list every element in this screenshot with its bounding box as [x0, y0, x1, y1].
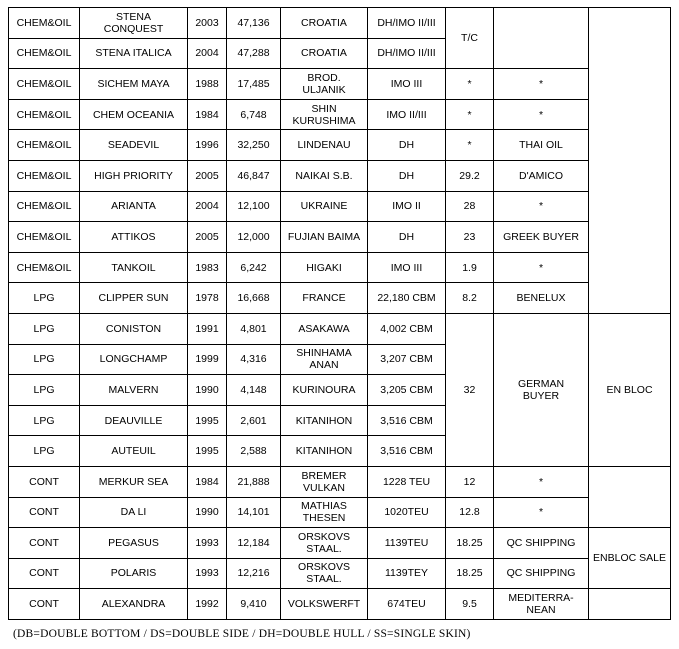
specification-cell: 3,516 CBM: [368, 405, 446, 436]
buyer-cell: *: [494, 466, 589, 497]
vessel-type-cell: LPG: [9, 375, 80, 406]
build-year-cell: 2005: [188, 222, 227, 253]
shipyard-cell: SHIN KURUSHIMA: [281, 99, 368, 130]
build-year-cell: 1978: [188, 283, 227, 314]
table-row: [9, 558, 671, 589]
shipyard-cell: FRANCE: [281, 283, 368, 314]
shipyard-cell: CROATIA: [281, 8, 368, 39]
vessel-name-cell: SEADEVIL: [80, 130, 188, 161]
vessel-type-cell: CONT: [9, 528, 80, 559]
build-year-cell: 1992: [188, 589, 227, 620]
shipyard-cell: LINDENAU: [281, 130, 368, 161]
vessel-name-cell: SICHEM MAYA: [80, 69, 188, 100]
vessel-name-cell: STENA CONQUEST: [80, 8, 188, 39]
build-year-cell: 1984: [188, 99, 227, 130]
shipyard-cell: SHINHAMA ANAN: [281, 344, 368, 375]
shipyard-cell: CROATIA: [281, 38, 368, 69]
shipyard-cell: KITANIHON: [281, 436, 368, 467]
vessel-name-cell: MALVERN: [80, 375, 188, 406]
vessel-name-cell: LONGCHAMP: [80, 344, 188, 375]
buyer-cell: QC SHIPPING: [494, 528, 589, 559]
specification-cell: 3,207 CBM: [368, 344, 446, 375]
specification-cell: DH/IMO II/III: [368, 8, 446, 39]
vessel-name-cell: HIGH PRIORITY: [80, 160, 188, 191]
dwt-cell: 14,101: [227, 497, 281, 528]
comment-cell: ENBLOC SALE: [589, 528, 671, 589]
specification-cell: IMO II/III: [368, 99, 446, 130]
shipyard-cell: UKRAINE: [281, 191, 368, 222]
build-year-cell: 1995: [188, 436, 227, 467]
build-year-cell: 1984: [188, 466, 227, 497]
table-row: [9, 69, 671, 100]
dwt-cell: 6,242: [227, 252, 281, 283]
vessel-name-cell: POLARIS: [80, 558, 188, 589]
table-row: [9, 8, 671, 39]
vessel-name-cell: AUTEUIL: [80, 436, 188, 467]
vessel-type-cell: CONT: [9, 558, 80, 589]
specification-cell: 4,002 CBM: [368, 313, 446, 344]
table-row: [9, 99, 671, 130]
dwt-cell: 6,748: [227, 99, 281, 130]
build-year-cell: 2003: [188, 8, 227, 39]
specification-cell: 3,205 CBM: [368, 375, 446, 406]
table-row: [9, 497, 671, 528]
shipyard-cell: HIGAKI: [281, 252, 368, 283]
shipyard-cell: ASAKAWA: [281, 313, 368, 344]
shipyard-cell: ORSKOVS STAAL.: [281, 558, 368, 589]
buyer-cell: MEDITERRA- NEAN: [494, 589, 589, 620]
specification-cell: IMO III: [368, 252, 446, 283]
vessel-name-cell: CHEM OCEANIA: [80, 99, 188, 130]
build-year-cell: 1993: [188, 558, 227, 589]
vessel-type-cell: CHEM&OIL: [9, 69, 80, 100]
ship-sales-table: [8, 7, 671, 620]
vessel-name-cell: CONISTON: [80, 313, 188, 344]
vessel-name-cell: ATTIKOS: [80, 222, 188, 253]
dwt-cell: 2,588: [227, 436, 281, 467]
price-cell: *: [446, 99, 494, 130]
buyer-cell: GREEK BUYER: [494, 222, 589, 253]
shipyard-cell: KURINOURA: [281, 375, 368, 406]
shipyard-cell: FUJIAN BAIMA: [281, 222, 368, 253]
price-cell: 8.2: [446, 283, 494, 314]
specification-cell: DH: [368, 130, 446, 161]
table-row: [9, 252, 671, 283]
vessel-type-cell: CONT: [9, 589, 80, 620]
table-row: [9, 283, 671, 314]
vessel-name-cell: ALEXANDRA: [80, 589, 188, 620]
price-cell: *: [446, 130, 494, 161]
vessel-type-cell: LPG: [9, 405, 80, 436]
specification-cell: 1139TEU: [368, 528, 446, 559]
comment-cell: [589, 589, 671, 620]
vessel-type-cell: CHEM&OIL: [9, 99, 80, 130]
build-year-cell: 1988: [188, 69, 227, 100]
vessel-type-cell: CHEM&OIL: [9, 130, 80, 161]
buyer-cell: BENELUX: [494, 283, 589, 314]
vessel-type-cell: CHEM&OIL: [9, 191, 80, 222]
build-year-cell: 1999: [188, 344, 227, 375]
price-cell: *: [446, 69, 494, 100]
buyer-cell: GERMAN BUYER: [494, 313, 589, 466]
price-cell: 28: [446, 191, 494, 222]
comment-cell: [589, 8, 671, 314]
buyer-cell: *: [494, 252, 589, 283]
vessel-type-cell: CHEM&OIL: [9, 222, 80, 253]
build-year-cell: 1996: [188, 130, 227, 161]
specification-cell: IMO II: [368, 191, 446, 222]
build-year-cell: 1993: [188, 528, 227, 559]
price-cell: 1.9: [446, 252, 494, 283]
vessel-type-cell: CHEM&OIL: [9, 8, 80, 39]
specification-cell: 1139TEY: [368, 558, 446, 589]
vessel-type-cell: CHEM&OIL: [9, 252, 80, 283]
build-year-cell: 2004: [188, 38, 227, 69]
table-row: [9, 589, 671, 620]
vessel-name-cell: STENA ITALICA: [80, 38, 188, 69]
shipyard-cell: MATHIAS THESEN: [281, 497, 368, 528]
buyer-cell: [494, 8, 589, 69]
specification-cell: DH: [368, 222, 446, 253]
dwt-cell: 4,148: [227, 375, 281, 406]
vessel-name-cell: DEAUVILLE: [80, 405, 188, 436]
build-year-cell: 1990: [188, 375, 227, 406]
table-row: [9, 130, 671, 161]
table-row: [9, 466, 671, 497]
specification-cell: 1020TEU: [368, 497, 446, 528]
shipyard-cell: VOLKSWERFT: [281, 589, 368, 620]
build-year-cell: 1990: [188, 497, 227, 528]
vessel-type-cell: CHEM&OIL: [9, 38, 80, 69]
price-cell: 12.8: [446, 497, 494, 528]
dwt-cell: 4,316: [227, 344, 281, 375]
vessel-name-cell: PEGASUS: [80, 528, 188, 559]
specification-cell: IMO III: [368, 69, 446, 100]
footnote: (DB=DOUBLE BOTTOM / DS=DOUBLE SIDE / DH=DOUBLE HULL / SS=SINGLE SKIN): [13, 628, 471, 640]
specification-cell: 22,180 CBM: [368, 283, 446, 314]
dwt-cell: 32,250: [227, 130, 281, 161]
dwt-cell: 12,100: [227, 191, 281, 222]
shipyard-cell: KITANIHON: [281, 405, 368, 436]
dwt-cell: 12,184: [227, 528, 281, 559]
dwt-cell: 9,410: [227, 589, 281, 620]
build-year-cell: 2004: [188, 191, 227, 222]
comment-cell: EN BLOC: [589, 313, 671, 466]
dwt-cell: 4,801: [227, 313, 281, 344]
table-row: [9, 191, 671, 222]
build-year-cell: 2005: [188, 160, 227, 191]
table-row: [9, 528, 671, 559]
vessel-name-cell: TANKOIL: [80, 252, 188, 283]
buyer-cell: *: [494, 69, 589, 100]
shipyard-cell: NAIKAI S.B.: [281, 160, 368, 191]
vessel-name-cell: ARIANTA: [80, 191, 188, 222]
dwt-cell: 47,136: [227, 8, 281, 39]
build-year-cell: 1983: [188, 252, 227, 283]
table-row: [9, 313, 671, 344]
price-cell: 18.25: [446, 528, 494, 559]
dwt-cell: 2,601: [227, 405, 281, 436]
table-row: [9, 160, 671, 191]
dwt-cell: 17,485: [227, 69, 281, 100]
specification-cell: DH/IMO II/III: [368, 38, 446, 69]
table-row: [9, 222, 671, 253]
buyer-cell: THAI OIL: [494, 130, 589, 161]
dwt-cell: 16,668: [227, 283, 281, 314]
vessel-type-cell: LPG: [9, 344, 80, 375]
vessel-name-cell: DA LI: [80, 497, 188, 528]
vessel-type-cell: CONT: [9, 466, 80, 497]
specification-cell: DH: [368, 160, 446, 191]
price-cell: 12: [446, 466, 494, 497]
buyer-cell: *: [494, 191, 589, 222]
vessel-type-cell: CONT: [9, 497, 80, 528]
shipyard-cell: BROD. ULJANIK: [281, 69, 368, 100]
shipyard-cell: ORSKOVS STAAL.: [281, 528, 368, 559]
dwt-cell: 46,847: [227, 160, 281, 191]
dwt-cell: 47,288: [227, 38, 281, 69]
price-cell: 9.5: [446, 589, 494, 620]
build-year-cell: 1991: [188, 313, 227, 344]
buyer-cell: D'AMICO: [494, 160, 589, 191]
price-cell: 29.2: [446, 160, 494, 191]
dwt-cell: 12,216: [227, 558, 281, 589]
price-cell: 18.25: [446, 558, 494, 589]
vessel-type-cell: CHEM&OIL: [9, 160, 80, 191]
vessel-type-cell: LPG: [9, 436, 80, 467]
price-cell: 32: [446, 313, 494, 466]
specification-cell: 3,516 CBM: [368, 436, 446, 467]
comment-cell: [589, 466, 671, 527]
price-cell: T/C: [446, 8, 494, 69]
specification-cell: 1228 TEU: [368, 466, 446, 497]
buyer-cell: *: [494, 497, 589, 528]
price-cell: 23: [446, 222, 494, 253]
vessel-type-cell: LPG: [9, 283, 80, 314]
specification-cell: 674TEU: [368, 589, 446, 620]
shipyard-cell: BREMER VULKAN: [281, 466, 368, 497]
dwt-cell: 21,888: [227, 466, 281, 497]
vessel-name-cell: CLIPPER SUN: [80, 283, 188, 314]
dwt-cell: 12,000: [227, 222, 281, 253]
vessel-type-cell: LPG: [9, 313, 80, 344]
build-year-cell: 1995: [188, 405, 227, 436]
buyer-cell: QC SHIPPING: [494, 558, 589, 589]
buyer-cell: *: [494, 99, 589, 130]
vessel-name-cell: MERKUR SEA: [80, 466, 188, 497]
